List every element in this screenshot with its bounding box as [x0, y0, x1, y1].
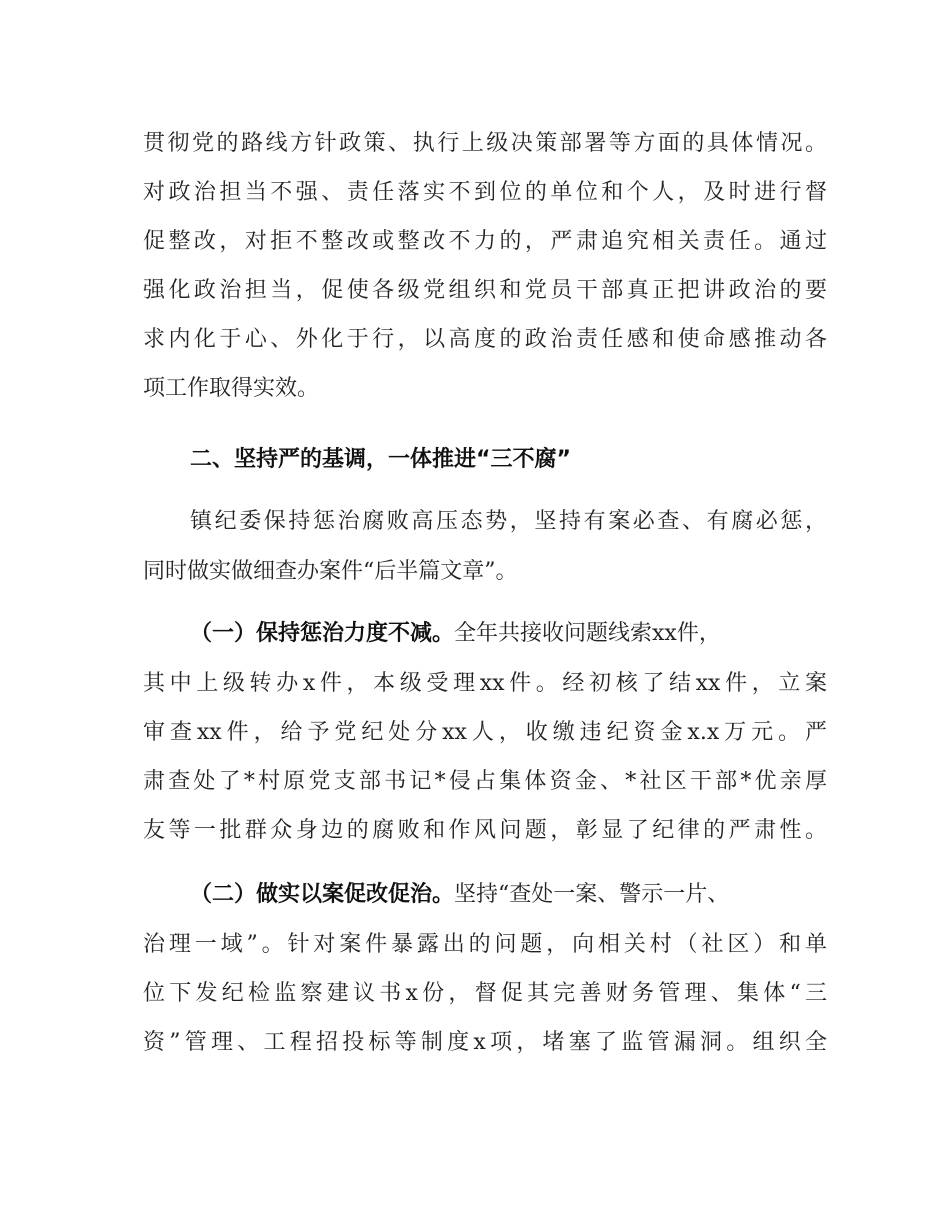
paragraph-first-line	[190, 619, 721, 649]
paragraph-line: 贯彻党的路线方针政策、执行上级决策部署等方面的具体情况。	[143, 131, 827, 156]
paragraph-line: 审查xx件，给予党纪处分xx人，收缴违纪资金x.x万元。严	[143, 720, 827, 745]
paragraph-line: 资”管理、工程招投标等制度x项，堵塞了监管漏洞。组织全	[143, 1030, 827, 1055]
paragraph-line: 镇纪委保持惩治腐败高压态势，坚持有案必查、有腐必惩，	[190, 509, 827, 534]
paragraph-line: 位下发纪检监察建议书x份，督促其完善财务管理、集体“三	[143, 981, 827, 1006]
paragraph-text: 全年共接收问题线索xx件，	[454, 621, 721, 646]
paragraph-line: 其中上级转办x件，本级受理xx件。经初核了结xx件，立案	[143, 671, 827, 696]
section-heading: 二、坚持严的基调，一体推进“三不腐”	[190, 447, 571, 472]
paragraph-line: 同时做实做细查办案件“后半篇文章”。	[143, 559, 518, 584]
paragraph-line: 项工作取得实效。	[143, 376, 320, 401]
paragraph-line: 对政治担当不强、责任落实不到位的单位和个人，及时进行督	[143, 180, 827, 205]
paragraph-line: 强化政治担当，促使各级党组织和党员干部真正把讲政治的要	[143, 278, 827, 303]
subsection-heading: （二）做实以案促改促治。	[190, 882, 455, 907]
paragraph-line: 促整改，对拒不整改或整改不力的，严肃追究相关责任。通过	[143, 229, 827, 254]
paragraph-line: 友等一批群众身边的腐败和作风问题，彰显了纪律的严肃性。	[143, 818, 827, 843]
paragraph-line: 治理一域”。针对案件暴露出的问题，向相关村（社区）和单	[143, 932, 827, 957]
paragraph-first-line	[190, 880, 729, 910]
paragraph-text: 坚持“查处一案、警示一片、	[454, 882, 730, 907]
subsection-heading: （一）保持惩治力度不减。	[190, 621, 455, 646]
paragraph-line: 求内化于心、外化于行，以高度的政治责任感和使命感推动各	[143, 327, 827, 352]
paragraph-line: 肃查处了*村原党支部书记*侵占集体资金、*社区干部*优亲厚	[143, 769, 827, 794]
